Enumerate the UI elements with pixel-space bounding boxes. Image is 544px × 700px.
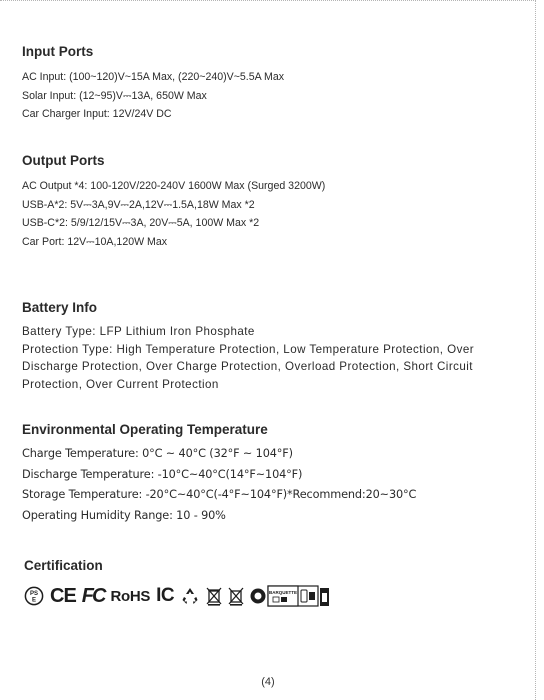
solar-input-line: Solar Input: (12~95)V⎓13A, 650W Max	[22, 89, 207, 102]
pse-mark-icon	[24, 586, 44, 606]
car-port-line: Car Port: 12V⎓10A,120W Max	[22, 235, 168, 248]
protection-type-line-3: Protection, Over Current Protection	[22, 377, 219, 391]
ac-input-line: AC Input: (100~120)V~15A Max, (220~240)V~5.5A Max	[22, 71, 285, 83]
battery-info-section	[22, 300, 514, 393]
charge-temperature-line: Charge Temperature: 0°C ~ 40°C (32°F ~ 104°F)	[22, 447, 293, 460]
certification-heading: Certification	[24, 558, 103, 573]
page-number: (4)	[261, 676, 275, 688]
ic-mark-icon: IC	[156, 585, 175, 606]
storage-temperature-line: Storage Temperature: -20°C~40°C(-4°F~104°F)*Recommend:20~30°C	[22, 488, 417, 501]
output-ports-heading: Output Ports	[22, 153, 105, 168]
input-ports-heading: Input Ports	[22, 44, 94, 59]
car-charger-input-line: Car Charger Input: 12V/24V DC	[22, 108, 172, 120]
ce-mark-icon: CE	[50, 584, 76, 607]
recycle-icon	[180, 586, 200, 606]
ac-output-line: AC Output *4: 100-120V/220-240V 1600W Max (Surged 3200W)	[22, 180, 326, 192]
discharge-temperature-line: Discharge Temperature: -10°C~40°C(14°F~104°F)	[22, 467, 303, 481]
battery-disposal-icon	[228, 586, 244, 606]
triman-sorting-label-icon	[250, 585, 330, 607]
input-ports-section	[22, 44, 514, 124]
usb-a-line: USB-A*2: 5V⎓3A,9V⎓2A,12V⎓1.5A,18W Max *2	[22, 198, 255, 211]
triman-label-text: BARQUETTE	[269, 590, 298, 595]
rohs-mark-icon: RoHS	[110, 587, 151, 605]
environment-heading: Environmental Operating Temperature	[22, 422, 268, 437]
battery-type-line: Battery Type: LFP Lithium Iron Phosphate	[22, 325, 255, 338]
certification-marks	[24, 583, 514, 609]
humidity-range-line: Operating Humidity Range: 10 - 90%	[22, 508, 226, 522]
protection-type-line-2: Discharge Protection, Over Charge Protection, Overload Protection, Short Circuit	[22, 360, 473, 373]
weee-bin-icon	[206, 586, 222, 606]
svg-text:E: E	[31, 597, 37, 604]
certification-section	[24, 558, 514, 609]
svg-text:PS: PS	[29, 591, 39, 597]
fcc-mark-icon: FC	[81, 584, 105, 607]
usb-c-line: USB-C*2: 5/9/12/15V⎓3A, 20V⎓5A, 100W Max *2	[22, 217, 260, 229]
output-ports-section	[22, 153, 514, 251]
protection-type-line-1: Protection Type: High Temperature Protection, Low Temperature Protection, Over	[22, 342, 475, 356]
battery-info-heading: Battery Info	[22, 300, 98, 315]
environment-section	[22, 422, 514, 526]
